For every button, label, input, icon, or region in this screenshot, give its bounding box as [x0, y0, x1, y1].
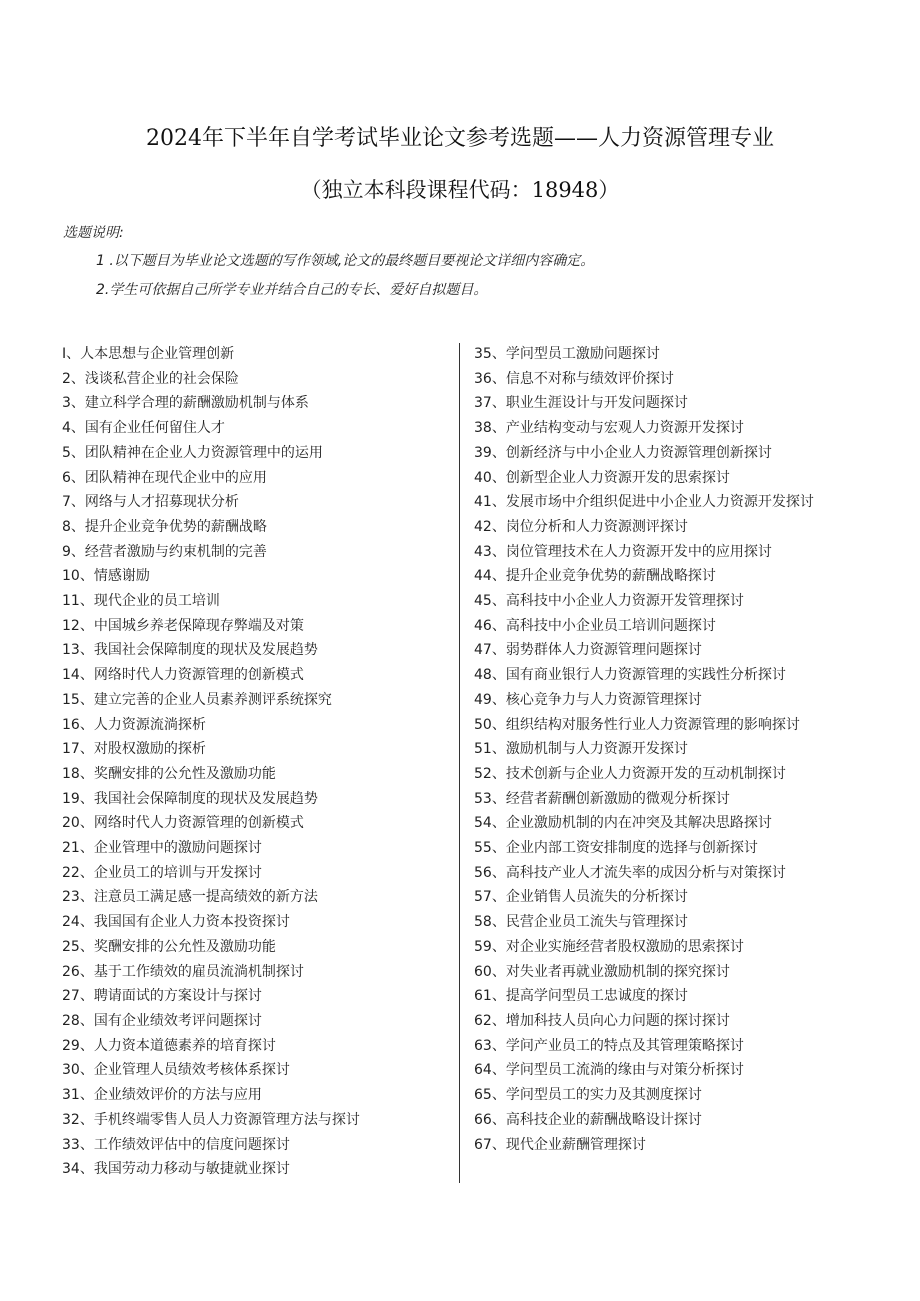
document-title: 2024年下半年自学考试毕业论文参考选题——人力资源管理专业 — [146, 126, 774, 151]
topic-item: 52、技术创新与企业人力资源开发的互动机制探讨 — [474, 765, 786, 782]
topic-item: 20、网络时代人力资源管理的创新模式 — [62, 815, 304, 832]
topic-item: 25、奖酬安排的公允性及激励功能 — [62, 938, 276, 955]
topic-item: 46、高科技中小企业员工培训问题探讨 — [474, 617, 716, 634]
topic-item: 41、发展市场中介组织促进中小企业人力资源开发探讨 — [474, 494, 814, 511]
topic-item: 54、企业激励机制的内在冲突及其解决思路探讨 — [474, 815, 772, 832]
topic-item: 31、企业绩效评价的方法与应用 — [62, 1087, 262, 1104]
topic-item: 65、学问型员工的实力及其测度探讨 — [474, 1087, 702, 1104]
topic-item: I、人本思想与企业管理创新 — [62, 346, 235, 362]
topic-item: 49、核心竞争力与人力资源管理探讨 — [474, 691, 702, 708]
topic-item: 61、提高学问型员工忠诚度的探讨 — [474, 988, 688, 1005]
topic-item: 14、网络时代人力资源管理的创新模式 — [62, 667, 304, 684]
topic-item: 7、网络与人才招募现状分析 — [62, 494, 239, 511]
topic-item: 11、现代企业的员工培训 — [62, 593, 220, 610]
topic-item: 37、职业生涯设计与开发问题探讨 — [474, 395, 688, 412]
topic-item: 13、我国社会保障制度的现状及发展趋势 — [62, 642, 318, 659]
topic-item: 29、人力资本道德素养的培育探讨 — [62, 1037, 276, 1054]
topic-item: 56、高科技产业人才流失率的成因分析与对策探讨 — [474, 864, 786, 881]
topic-item: 32、手机终端零售人员人力资源管理方法与探讨 — [62, 1111, 360, 1128]
topic-item: 47、弱势群体人力资源管理问题探讨 — [474, 642, 702, 659]
topic-item: 42、岗位分析和人力资源测评探讨 — [474, 518, 688, 535]
topic-item: 53、经营者薪酬创新激励的微观分析探讨 — [474, 790, 730, 807]
topic-item: 40、创新型企业人力资源开发的思索探讨 — [474, 469, 730, 486]
topic-item: 4、国有企业任何留住人才 — [62, 420, 225, 437]
topic-item: 18、奖酬安排的公允性及激励功能 — [62, 765, 276, 782]
topic-item: 8、提升企业竞争优势的薪酬战略 — [62, 518, 267, 535]
document-subtitle: （独立本科段课程代码：18948） — [300, 178, 620, 202]
topic-list-right — [474, 342, 844, 1157]
topic-item: 15、建立完善的企业人员素养测评系统探究 — [62, 691, 332, 708]
topic-item: 9、经营者激励与约束机制的完善 — [62, 543, 267, 560]
note-item: 1 .以下题目为毕业论文选题的写作领域,论文的最终题目要视论文详细内容确定。 — [96, 253, 595, 269]
column-divider — [459, 343, 460, 1183]
topic-item: 62、增加科技人员向心力问题的探讨探讨 — [474, 1012, 730, 1029]
topic-item: 19、我国社会保障制度的现状及发展趋势 — [62, 790, 318, 807]
topic-item: 27、聘请面试的方案设计与探讨 — [62, 988, 262, 1005]
topic-item: 63、学问产业员工的特点及其管理策略探讨 — [474, 1037, 744, 1054]
topic-item: 50、组织结构对服务性行业人力资源管理的影响探讨 — [474, 716, 800, 733]
topic-item: 60、对失业者再就业激励机制的探究探讨 — [474, 963, 730, 980]
topic-item: 22、企业员工的培训与开发探讨 — [62, 864, 262, 881]
topic-item: 35、学问型员工激励问题探讨 — [474, 346, 660, 362]
topic-item: 12、中国城乡养老保障现存弊端及对策 — [62, 617, 304, 634]
topic-item: 2、浅谈私营企业的社会保险 — [62, 370, 239, 387]
topic-item: 24、我国国有企业人力资本投资探讨 — [62, 914, 290, 931]
topic-item: 43、岗位管理技术在人力资源开发中的应用探讨 — [474, 543, 772, 560]
selection-notes — [63, 222, 594, 308]
topic-item: 6、团队精神在现代企业中的应用 — [62, 469, 267, 486]
topic-item: 66、高科技企业的薪酬战略设计探讨 — [474, 1111, 702, 1128]
topic-item: 17、对股权激励的探析 — [62, 741, 206, 758]
notes-heading: 选题说明: — [63, 225, 124, 241]
topic-item: 38、产业结构变动与宏观人力资源开发探讨 — [474, 420, 744, 437]
topic-item: 39、创新经济与中小企业人力资源管理创新探讨 — [474, 444, 772, 461]
topic-item: 44、提升企业竞争优势的薪酬战略探讨 — [474, 568, 716, 585]
topic-item: 28、国有企业绩效考评问题探讨 — [62, 1012, 262, 1029]
topic-item: 16、人力资源流淌探析 — [62, 716, 206, 733]
topic-item: 21、企业管理中的激励问题探讨 — [62, 840, 262, 857]
topic-item: 57、企业销售人员流失的分析探讨 — [474, 889, 688, 906]
topic-item: 33、工作绩效评估中的信度问题探讨 — [62, 1136, 290, 1153]
topic-item: 48、国有商业银行人力资源管理的实践性分析探讨 — [474, 667, 786, 684]
topic-item: 36、信息不对称与绩效评价探讨 — [474, 370, 674, 387]
topic-list-left — [62, 342, 447, 1182]
topic-item: 26、基于工作绩效的雇员流淌机制探讨 — [62, 963, 304, 980]
topic-item: 51、激励机制与人力资源开发探讨 — [474, 741, 688, 758]
topic-item: 45、高科技中小企业人力资源开发管理探讨 — [474, 593, 744, 610]
topic-item: 64、学问型员工流淌的缘由与对策分析探讨 — [474, 1062, 744, 1079]
topic-item: 55、企业内部工资安排制度的选择与创新探讨 — [474, 840, 758, 857]
topic-item: 58、民营企业员工流失与管理探讨 — [474, 914, 688, 931]
topic-item: 5、团队精神在企业人力资源管理中的运用 — [62, 444, 323, 461]
topic-item: 23、注意员工满足感一提高绩效的新方法 — [62, 889, 318, 906]
topic-item: 10、情感谢励 — [62, 568, 150, 585]
topic-item: 3、建立科学合理的薪酬激励机制与体系 — [62, 395, 309, 412]
topic-item: 30、企业管理人员绩效考核体系探讨 — [62, 1062, 290, 1079]
topic-item: 34、我国劳动力移动与敏捷就业探讨 — [62, 1161, 290, 1178]
topic-item: 59、对企业实施经营者股权激励的思索探讨 — [474, 938, 744, 955]
note-item: 2.学生可依据自己所学专业并结合自己的专长、爱好自拟题目。 — [96, 282, 488, 298]
topic-item: 67、现代企业薪酬管理探讨 — [474, 1136, 646, 1153]
